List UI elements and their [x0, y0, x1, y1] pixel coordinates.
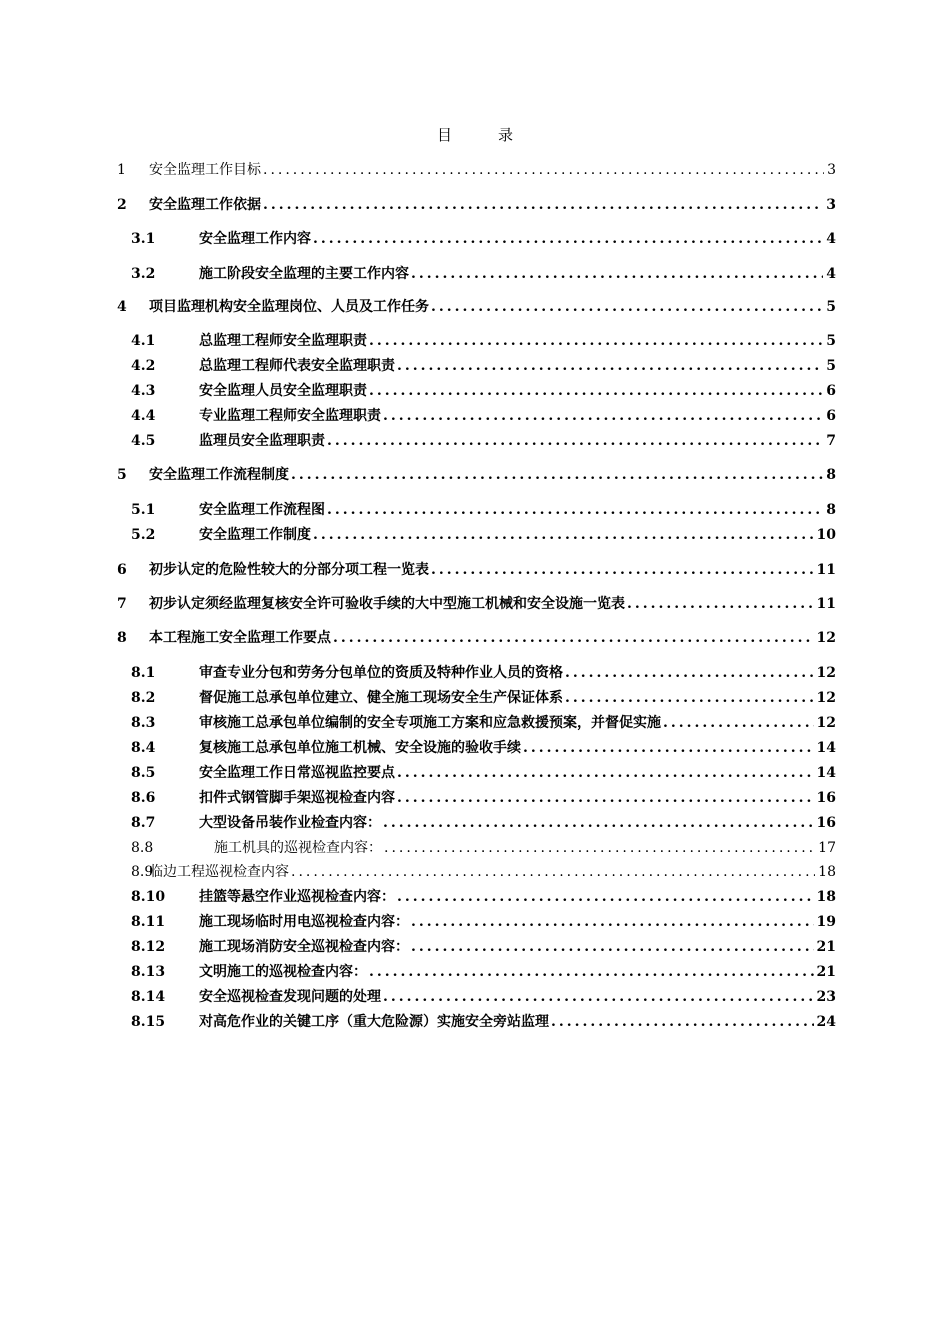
page-title: 目录 [436, 126, 559, 144]
toc-entry-page: 8 [826, 467, 836, 483]
toc-entry-line [199, 355, 950, 377]
toc-entry[interactable] [0, 330, 950, 352]
toc-leader-dots [327, 430, 823, 452]
toc-entry-number: 1 [117, 162, 126, 178]
toc-entry-line [199, 961, 950, 983]
toc-entry-number: 4.5 [131, 433, 156, 449]
toc-leader-dots [313, 228, 823, 250]
toc-entry-line [199, 430, 950, 452]
toc-entry-number: 8.7 [131, 815, 156, 831]
toc-entry-title: 监理员安全监理职责 [199, 433, 325, 449]
toc-entry-line [199, 886, 950, 908]
toc-entry-number: 3.2 [131, 266, 156, 282]
toc-entry[interactable] [0, 524, 950, 546]
toc-leader-dots [263, 194, 823, 216]
toc-leader-dots [397, 355, 823, 377]
toc-entry-title: 安全巡视检查发现问题的处理 [199, 989, 381, 1005]
toc-entry-page: 14 [816, 740, 836, 756]
toc-entry-page: 18 [816, 889, 836, 905]
toc-entry-number: 8.2 [131, 690, 156, 706]
toc-entry-title: 专业监理工程师安全监理职责 [199, 408, 381, 424]
toc-leader-dots [397, 787, 814, 809]
toc-entry-line [199, 787, 950, 809]
toc-entry-title: 初步认定的危险性较大的分部分项工程一览表 [149, 562, 429, 578]
toc-entry-line [149, 464, 950, 486]
toc-entry[interactable] [0, 405, 950, 427]
toc-entry[interactable] [0, 263, 950, 285]
toc-entry-line [199, 986, 950, 1008]
toc-entry-page: 18 [818, 864, 836, 880]
toc-entry-number: 3.1 [131, 231, 156, 247]
toc-entry-page: 3 [826, 197, 836, 213]
toc-entry[interactable] [0, 430, 950, 452]
toc-leader-dots [411, 936, 814, 958]
toc-leader-dots [431, 559, 814, 581]
toc-leader-dots [333, 627, 814, 649]
toc-entry-number: 5 [117, 467, 127, 483]
toc-leader-dots [565, 687, 814, 709]
toc-entry[interactable] [0, 194, 950, 216]
toc-entry-line [199, 737, 950, 759]
toc-leader-dots [369, 330, 823, 352]
toc-entry-page: 19 [816, 914, 836, 930]
toc-entry-number: 6 [117, 562, 127, 578]
toc-entry[interactable] [0, 296, 950, 318]
toc-entry-page: 12 [816, 715, 836, 731]
toc-entry-page: 4 [826, 231, 836, 247]
toc-entry-title: 安全监理工作日常巡视监控要点 [199, 765, 395, 781]
toc-leader-dots [663, 712, 814, 734]
toc-entry-page: 12 [816, 665, 836, 681]
toc-entry-page: 12 [816, 690, 836, 706]
toc-entry[interactable] [0, 986, 950, 1008]
toc-leader-dots [431, 296, 823, 318]
toc-entry-title: 初步认定须经监理复核安全许可验收手续的大中型施工机械和安全设施一览表 [149, 596, 625, 612]
toc-entry-line [199, 1011, 950, 1033]
toc-entry-line [199, 228, 950, 250]
toc-leader-dots [383, 405, 823, 427]
toc-leader-dots [384, 837, 815, 859]
toc-entry[interactable] [0, 627, 950, 649]
toc-entry-line [199, 380, 950, 402]
toc-entry-line [214, 837, 950, 859]
toc-entry[interactable] [0, 712, 950, 734]
toc-leader-dots [383, 986, 814, 1008]
toc-entry[interactable] [0, 593, 950, 615]
toc-entry-title: 总监理工程师代表安全监理职责 [199, 358, 395, 374]
toc-entry-number: 8.11 [131, 914, 166, 930]
toc-entry-title: 安全监理工作制度 [199, 527, 311, 543]
toc-entry-title: 临边工程巡视检查内容 [149, 864, 289, 880]
toc-entry-title: 施工阶段安全监理的主要工作内容 [199, 266, 409, 282]
toc-entry-page: 12 [816, 630, 836, 646]
toc-entry-page: 16 [816, 815, 836, 831]
toc-leader-dots [291, 464, 823, 486]
toc-entry-number: 8.14 [131, 989, 166, 1005]
toc-leader-dots [313, 524, 814, 546]
toc-entry-title: 挂篮等悬空作业巡视检查内容： [199, 889, 395, 905]
toc-entry[interactable] [0, 837, 950, 859]
toc-entry[interactable] [0, 687, 950, 709]
toc-entry-page: 4 [826, 266, 836, 282]
toc-leader-dots [369, 961, 814, 983]
toc-entry[interactable] [0, 812, 950, 834]
toc-entry-number: 4.3 [131, 383, 156, 399]
toc-leader-dots [397, 762, 814, 784]
toc-entry-title: 审核施工总承包单位编制的安全专项施工方案和应急救援预案，并督促实施 [199, 715, 661, 731]
toc-entry[interactable] [0, 737, 950, 759]
toc-entry[interactable] [0, 911, 950, 933]
toc-entry-title: 安全监理工作流程制度 [149, 467, 289, 483]
toc-entry-title: 大型设备吊装作业检查内容： [199, 815, 381, 831]
toc-entry-line [199, 263, 950, 285]
toc-entry-line [149, 627, 950, 649]
toc-entry-line [149, 861, 950, 883]
toc-entry-line [199, 499, 950, 521]
toc-entry-page: 21 [816, 964, 836, 980]
toc-entry-number: 2 [117, 197, 127, 213]
toc-entry-line [199, 712, 950, 734]
toc-entry[interactable] [0, 228, 950, 250]
toc-entry-number: 8.3 [131, 715, 156, 731]
toc-entry-page: 14 [816, 765, 836, 781]
toc-entry-number: 8.15 [131, 1014, 166, 1030]
toc-entry[interactable] [0, 886, 950, 908]
toc-entry-title: 施工现场消防安全巡视检查内容： [199, 939, 409, 955]
toc-entry-number: 8.4 [131, 740, 156, 756]
toc-entry-number: 8.5 [131, 765, 156, 781]
toc-entry-title: 施工现场临时用电巡视检查内容： [199, 914, 409, 930]
toc-entry-title: 复核施工总承包单位施工机械、安全设施的验收手续 [199, 740, 521, 756]
toc-entry-page: 5 [826, 299, 836, 315]
toc-entry-page: 17 [818, 840, 836, 856]
toc-entry[interactable] [0, 961, 950, 983]
toc-entry-number: 4.1 [131, 333, 156, 349]
toc-entry-title: 安全监理人员安全监理职责 [199, 383, 367, 399]
toc-entry-page: 21 [816, 939, 836, 955]
toc-leader-dots [411, 263, 823, 285]
toc-entry-title: 总监理工程师安全监理职责 [199, 333, 367, 349]
toc-leader-dots [411, 911, 814, 933]
toc-entry[interactable] [0, 559, 950, 581]
toc-entry-page: 10 [816, 527, 836, 543]
toc-entry[interactable] [0, 499, 950, 521]
toc-entry[interactable] [0, 936, 950, 958]
toc-entry-page: 5 [826, 358, 836, 374]
toc-entry-title: 安全监理工作内容 [199, 231, 311, 247]
toc-entry-page: 11 [816, 596, 836, 612]
toc-entry-number: 8.9 [131, 864, 154, 880]
toc-entry-line [199, 911, 950, 933]
toc-entry-number: 4.4 [131, 408, 156, 424]
toc-entry-line [149, 559, 950, 581]
toc-entry-page: 16 [816, 790, 836, 806]
toc-entry-line [199, 330, 950, 352]
toc-entry-page: 3 [827, 162, 836, 178]
toc-entry-title: 安全监理工作目标 [149, 162, 261, 178]
toc-leader-dots [627, 593, 814, 615]
toc-entry-line [199, 524, 950, 546]
toc-entry-title: 扣件式钢管脚手架巡视检查内容 [199, 790, 395, 806]
toc-entry-line [149, 159, 950, 181]
toc-entry-number: 8.13 [131, 964, 166, 980]
toc-entry[interactable] [0, 762, 950, 784]
toc-entry-title: 项目监理机构安全监理岗位、人员及工作任务 [149, 299, 429, 315]
toc-leader-dots [383, 812, 814, 834]
toc-entry-line [199, 405, 950, 427]
toc-entry-number: 8.6 [131, 790, 156, 806]
toc-entry-number: 8.10 [131, 889, 166, 905]
toc-entry-title: 督促施工总承包单位建立、健全施工现场安全生产保证体系 [199, 690, 563, 706]
toc-entry-title: 安全监理工作依据 [149, 197, 261, 213]
toc-entry-title: 审查专业分包和劳务分包单位的资质及特种作业人员的资格 [199, 665, 563, 681]
toc-entry-line [149, 593, 950, 615]
toc-leader-dots [369, 380, 823, 402]
toc-entry-title: 本工程施工安全监理工作要点 [149, 630, 331, 646]
toc-entry-number: 8.1 [131, 665, 156, 681]
toc-entry-page: 6 [826, 408, 836, 424]
toc-leader-dots [397, 886, 814, 908]
toc-entry-page: 8 [826, 502, 836, 518]
toc-entry[interactable] [0, 662, 950, 684]
toc-entry-line [199, 687, 950, 709]
toc-leader-dots [523, 737, 814, 759]
toc-entry-number: 8 [117, 630, 127, 646]
toc-entry[interactable] [0, 861, 950, 883]
toc-entry-number: 8.12 [131, 939, 166, 955]
toc-entry-page: 6 [826, 383, 836, 399]
toc-entry-line [199, 762, 950, 784]
toc-entry[interactable] [0, 1011, 950, 1033]
toc-leader-dots [291, 861, 815, 883]
toc-entry-line [149, 296, 950, 318]
toc-entry[interactable] [0, 355, 950, 377]
toc-entry-page: 24 [816, 1014, 836, 1030]
toc-entry-number: 4.2 [131, 358, 156, 374]
toc-entry-number: 5.1 [131, 502, 156, 518]
toc-entry-number: 4 [117, 299, 127, 315]
toc-entry-title: 对高危作业的关键工序（重大危险源）实施安全旁站监理 [199, 1014, 549, 1030]
toc-entry-number: 8.8 [131, 840, 154, 856]
toc-entry-page: 7 [826, 433, 836, 449]
toc-entry[interactable] [0, 159, 950, 181]
toc-leader-dots [551, 1011, 814, 1033]
toc-entry-line [199, 662, 950, 684]
toc-entry-number: 5.2 [131, 527, 156, 543]
toc-entry-page: 11 [816, 562, 836, 578]
toc-entry-title: 安全监理工作流程图 [199, 502, 325, 518]
toc-entry-number: 7 [117, 596, 127, 612]
toc-entry-page: 23 [816, 989, 836, 1005]
toc-entry[interactable] [0, 380, 950, 402]
toc-entry-title: 施工机具的巡视检查内容： [214, 840, 382, 856]
toc-entry-line [149, 194, 950, 216]
toc-entry-line [199, 812, 950, 834]
toc-leader-dots [263, 159, 824, 181]
toc-leader-dots [327, 499, 823, 521]
toc-leader-dots [565, 662, 814, 684]
toc-entry[interactable] [0, 787, 950, 809]
toc-entry-line [199, 936, 950, 958]
toc-entry[interactable] [0, 464, 950, 486]
toc-entry-title: 文明施工的巡视检查内容： [199, 964, 367, 980]
toc-entry-page: 5 [826, 333, 836, 349]
